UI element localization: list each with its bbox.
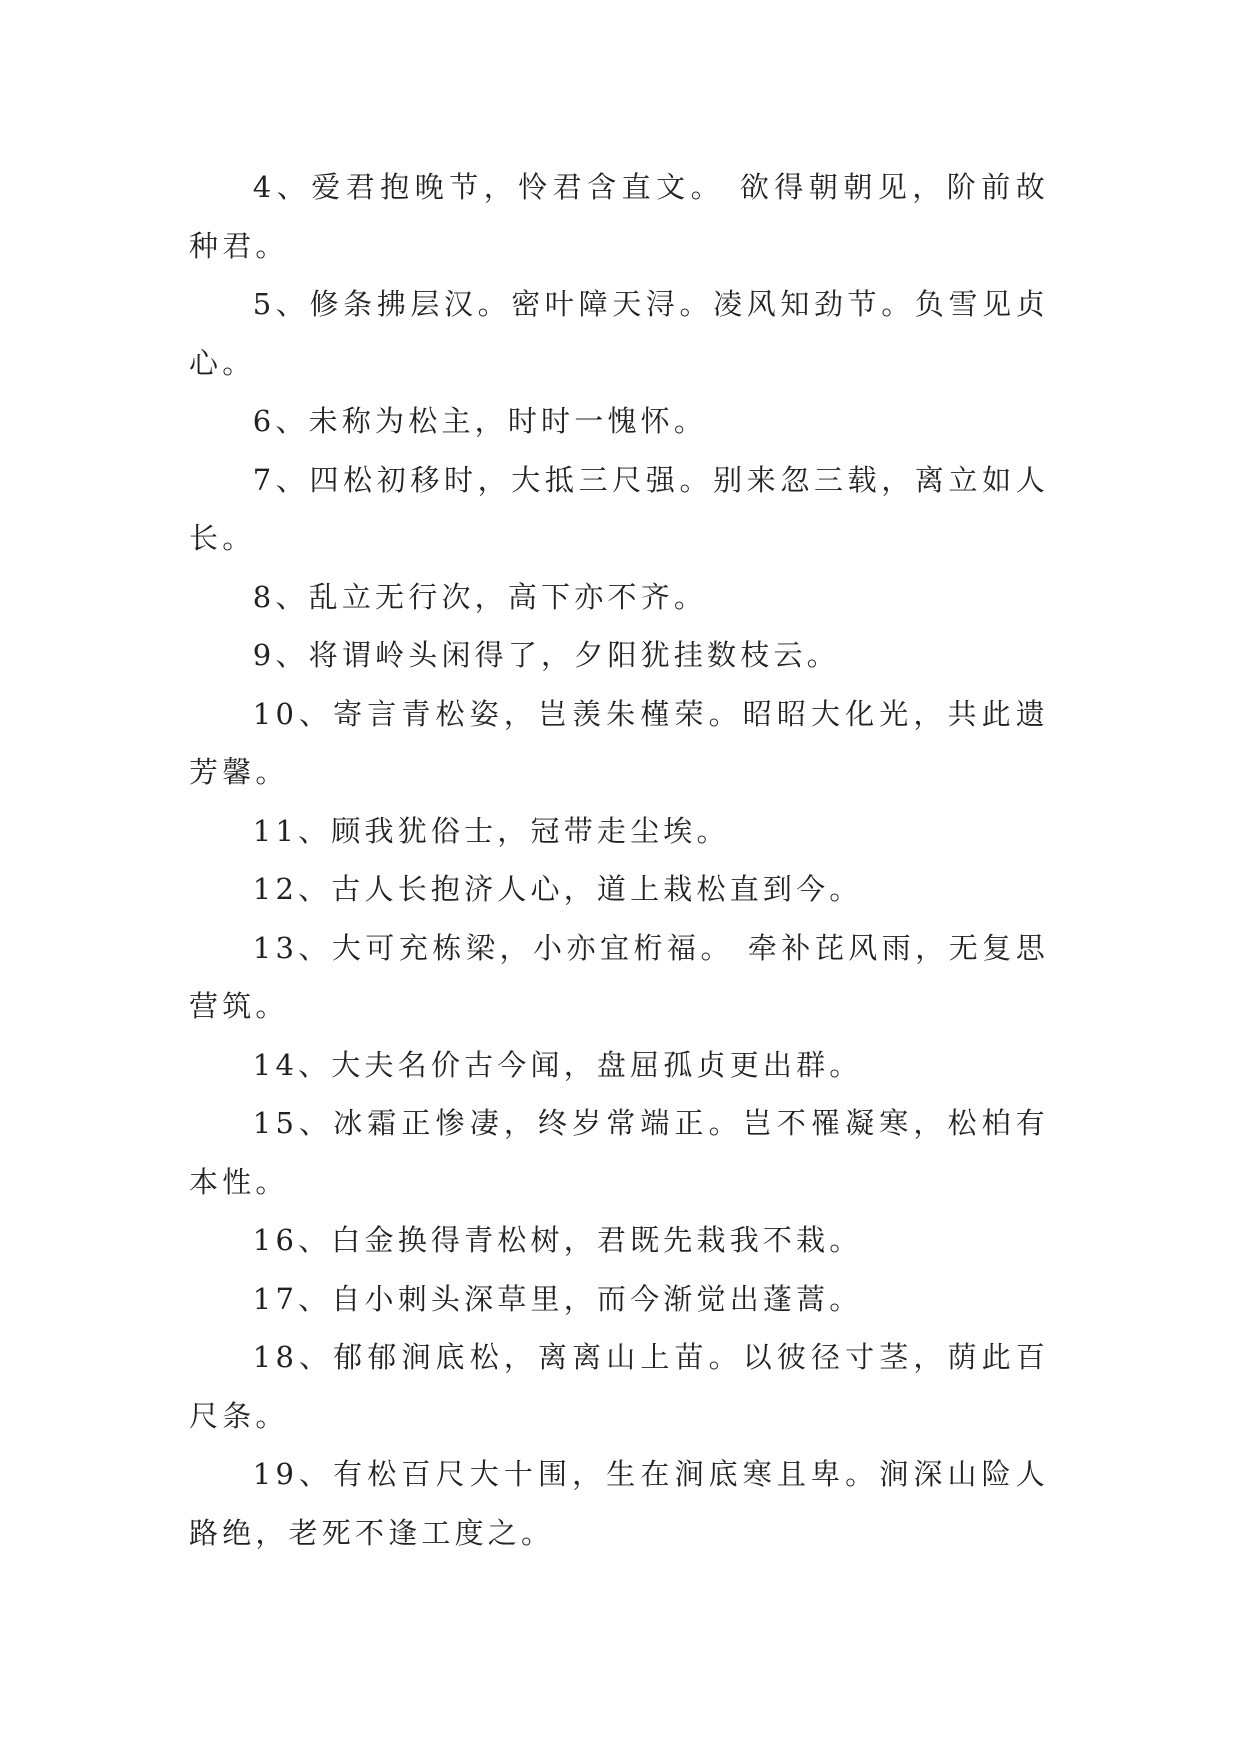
paragraph-10: 10、寄言青松姿，岂羡朱槿荣。昭昭大化光，共此遗芳馨。 <box>189 696 1049 789</box>
paragraph-12: 12、古人长抱济人心，道上栽松直到今。 <box>252 872 863 906</box>
paragraph-4: 4、爱君抱晚节，怜君含直文。 欲得朝朝见，阶前故种君。 <box>189 170 1049 263</box>
document-body <box>189 158 1049 1562</box>
paragraph-15: 15、冰霜正惨凄，终岁常端正。岂不罹凝寒，松柏有本性。 <box>189 1106 1049 1199</box>
paragraph-19: 19、有松百尺大十围，生在涧底寒且卑。涧深山险人路绝，老死不逢工度之。 <box>189 1457 1049 1550</box>
paragraph-11: 11、顾我犹俗士，冠带走尘埃。 <box>252 813 730 848</box>
paragraph-6: 6、未称为松主，时时一愧怀。 <box>252 404 708 438</box>
paragraph-14: 14、大夫名价古今闻，盘屈孤贞更出群。 <box>252 1047 863 1082</box>
paragraph-7: 7、四松初移时，大抵三尺强。别来忽三载，离立如人长。 <box>189 462 1049 555</box>
paragraph-17: 17、自小刺头深草里，而今渐觉出蓬蒿。 <box>252 1281 863 1316</box>
paragraph-8: 8、乱立无行次，高下亦不齐。 <box>252 579 708 614</box>
paragraph-5: 5、修条拂层汉。密叶障天浔。凌风知劲节。负雪见贞心。 <box>189 287 1049 380</box>
paragraph-9: 9、将谓岭头闲得了，夕阳犹挂数枝云。 <box>252 638 840 672</box>
paragraph-16: 16、白金换得青松树，君既先栽我不栽。 <box>252 1223 863 1257</box>
paragraph-18: 18、郁郁涧底松，离离山上苗。以彼径寸茎，荫此百尺条。 <box>189 1340 1049 1433</box>
paragraph-13: 13、大可充栋梁，小亦宜桁福。 牵补芘风雨，无复思营筑。 <box>189 930 1049 1023</box>
